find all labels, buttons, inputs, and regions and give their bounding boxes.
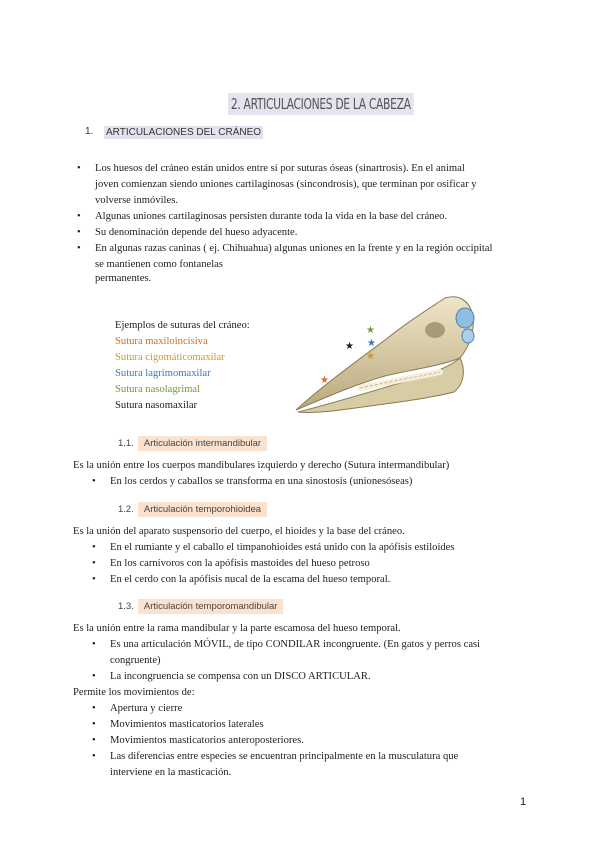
star-icon: ★ (320, 375, 329, 386)
list-item: • La incongruencia se compensa con un DISCO ARTICULAR. (110, 669, 371, 685)
subsection-heading: Articulación temporomandibular (138, 599, 284, 614)
list-item: • Movimientos masticatorios laterales (110, 717, 264, 733)
list-item-cont: interviene en la masticación. (110, 767, 232, 778)
paragraph: Es la unión entre los cuerpos mandibulares izquierdo y derecho (Sutura intermandibular) (73, 460, 450, 471)
paragraph: Es la unión entre la rama mandibular y la parte escamosa del hueso temporal. (73, 623, 401, 634)
list-item-cont: joven comienzan siendo uniones cartilaginosas (sincondrosis), que terminan por osificar y (95, 179, 477, 190)
list-item: • Es una articulación MÓVIL, de tipo CONDILAR incongruente. (En gatos y perros casi (110, 637, 480, 653)
list-item: • En los carnívoros con la apófisis mastoides del hueso petroso (110, 556, 370, 572)
list-item-cont: permanentes. (95, 273, 152, 284)
paragraph: Permite los movimientos de: (73, 687, 195, 698)
list-item: • En los cerdos y caballos se transforma en una sinostosis (unionesóseas) (110, 474, 412, 490)
section-number: 1. (85, 126, 94, 137)
subsection-number: 1.1. (118, 438, 134, 449)
section-heading: ARTICULACIONES DEL CRÁNEO (106, 127, 262, 138)
star-icon: ★ (366, 351, 375, 362)
list-item: • Apertura y cierre (110, 701, 182, 717)
page-number: 1 (520, 796, 527, 808)
subsection-number: 1.3. (118, 601, 134, 612)
list-item: • Los huesos del cráneo están unidos entre sí por suturas óseas (sinartrosis). En el animal (95, 161, 465, 177)
example-item: Sutura maxiloincisiva (115, 336, 208, 347)
list-item: • Las diferencias entre especies se encuentran principalmente en la musculatura que (110, 749, 458, 765)
example-item: Sutura nasomaxilar (115, 400, 198, 411)
example-item: Sutura cigomáticomaxilar (115, 352, 225, 363)
list-item: • En el cerdo con la apófisis nucal de la escama del hueso temporal. (110, 572, 390, 588)
subsection-number: 1.2. (118, 504, 134, 515)
subsection-heading: Articulación intermandibular (138, 436, 267, 451)
list-item: • Su denominación depende del hueso adyacente. (95, 225, 297, 241)
list-item: • Algunas uniones cartilaginosas persisten durante toda la vida en la base del cráneo. (95, 209, 447, 225)
subsection-heading: Articulación temporohioidea (138, 502, 267, 517)
list-item: • En algunas razas caninas ( ej. Chihuahua) algunas uniones en la frente y en la región occipital (95, 241, 492, 257)
examples-heading: Ejemplos de suturas del cráneo: (115, 320, 250, 331)
list-item: • En el rumiante y el caballo el timpanohioides está unido con la apófisis estiloides (110, 540, 455, 556)
skull-illustration (290, 288, 490, 423)
paragraph: Es la unión del aparato suspensorio del cuerpo, el hioides y la base del cráneo. (73, 526, 405, 537)
list-item-cont: volverse inmóviles. (95, 195, 178, 206)
page-title: 2. ARTICULACIONES DE LA CABEZA (228, 93, 414, 115)
list-item-cont: congruente) (110, 655, 161, 666)
list-item-cont: se mantienen como fontanelas (95, 259, 223, 270)
example-item: Sutura nasolagrimal (115, 384, 201, 395)
star-icon: ★ (345, 341, 354, 352)
star-icon: ★ (366, 325, 375, 336)
example-item: Sutura lagrimomaxilar (115, 368, 211, 379)
list-item: • Movimientos masticatorios anteroposteriores. (110, 733, 304, 749)
star-icon: ★ (367, 338, 376, 349)
